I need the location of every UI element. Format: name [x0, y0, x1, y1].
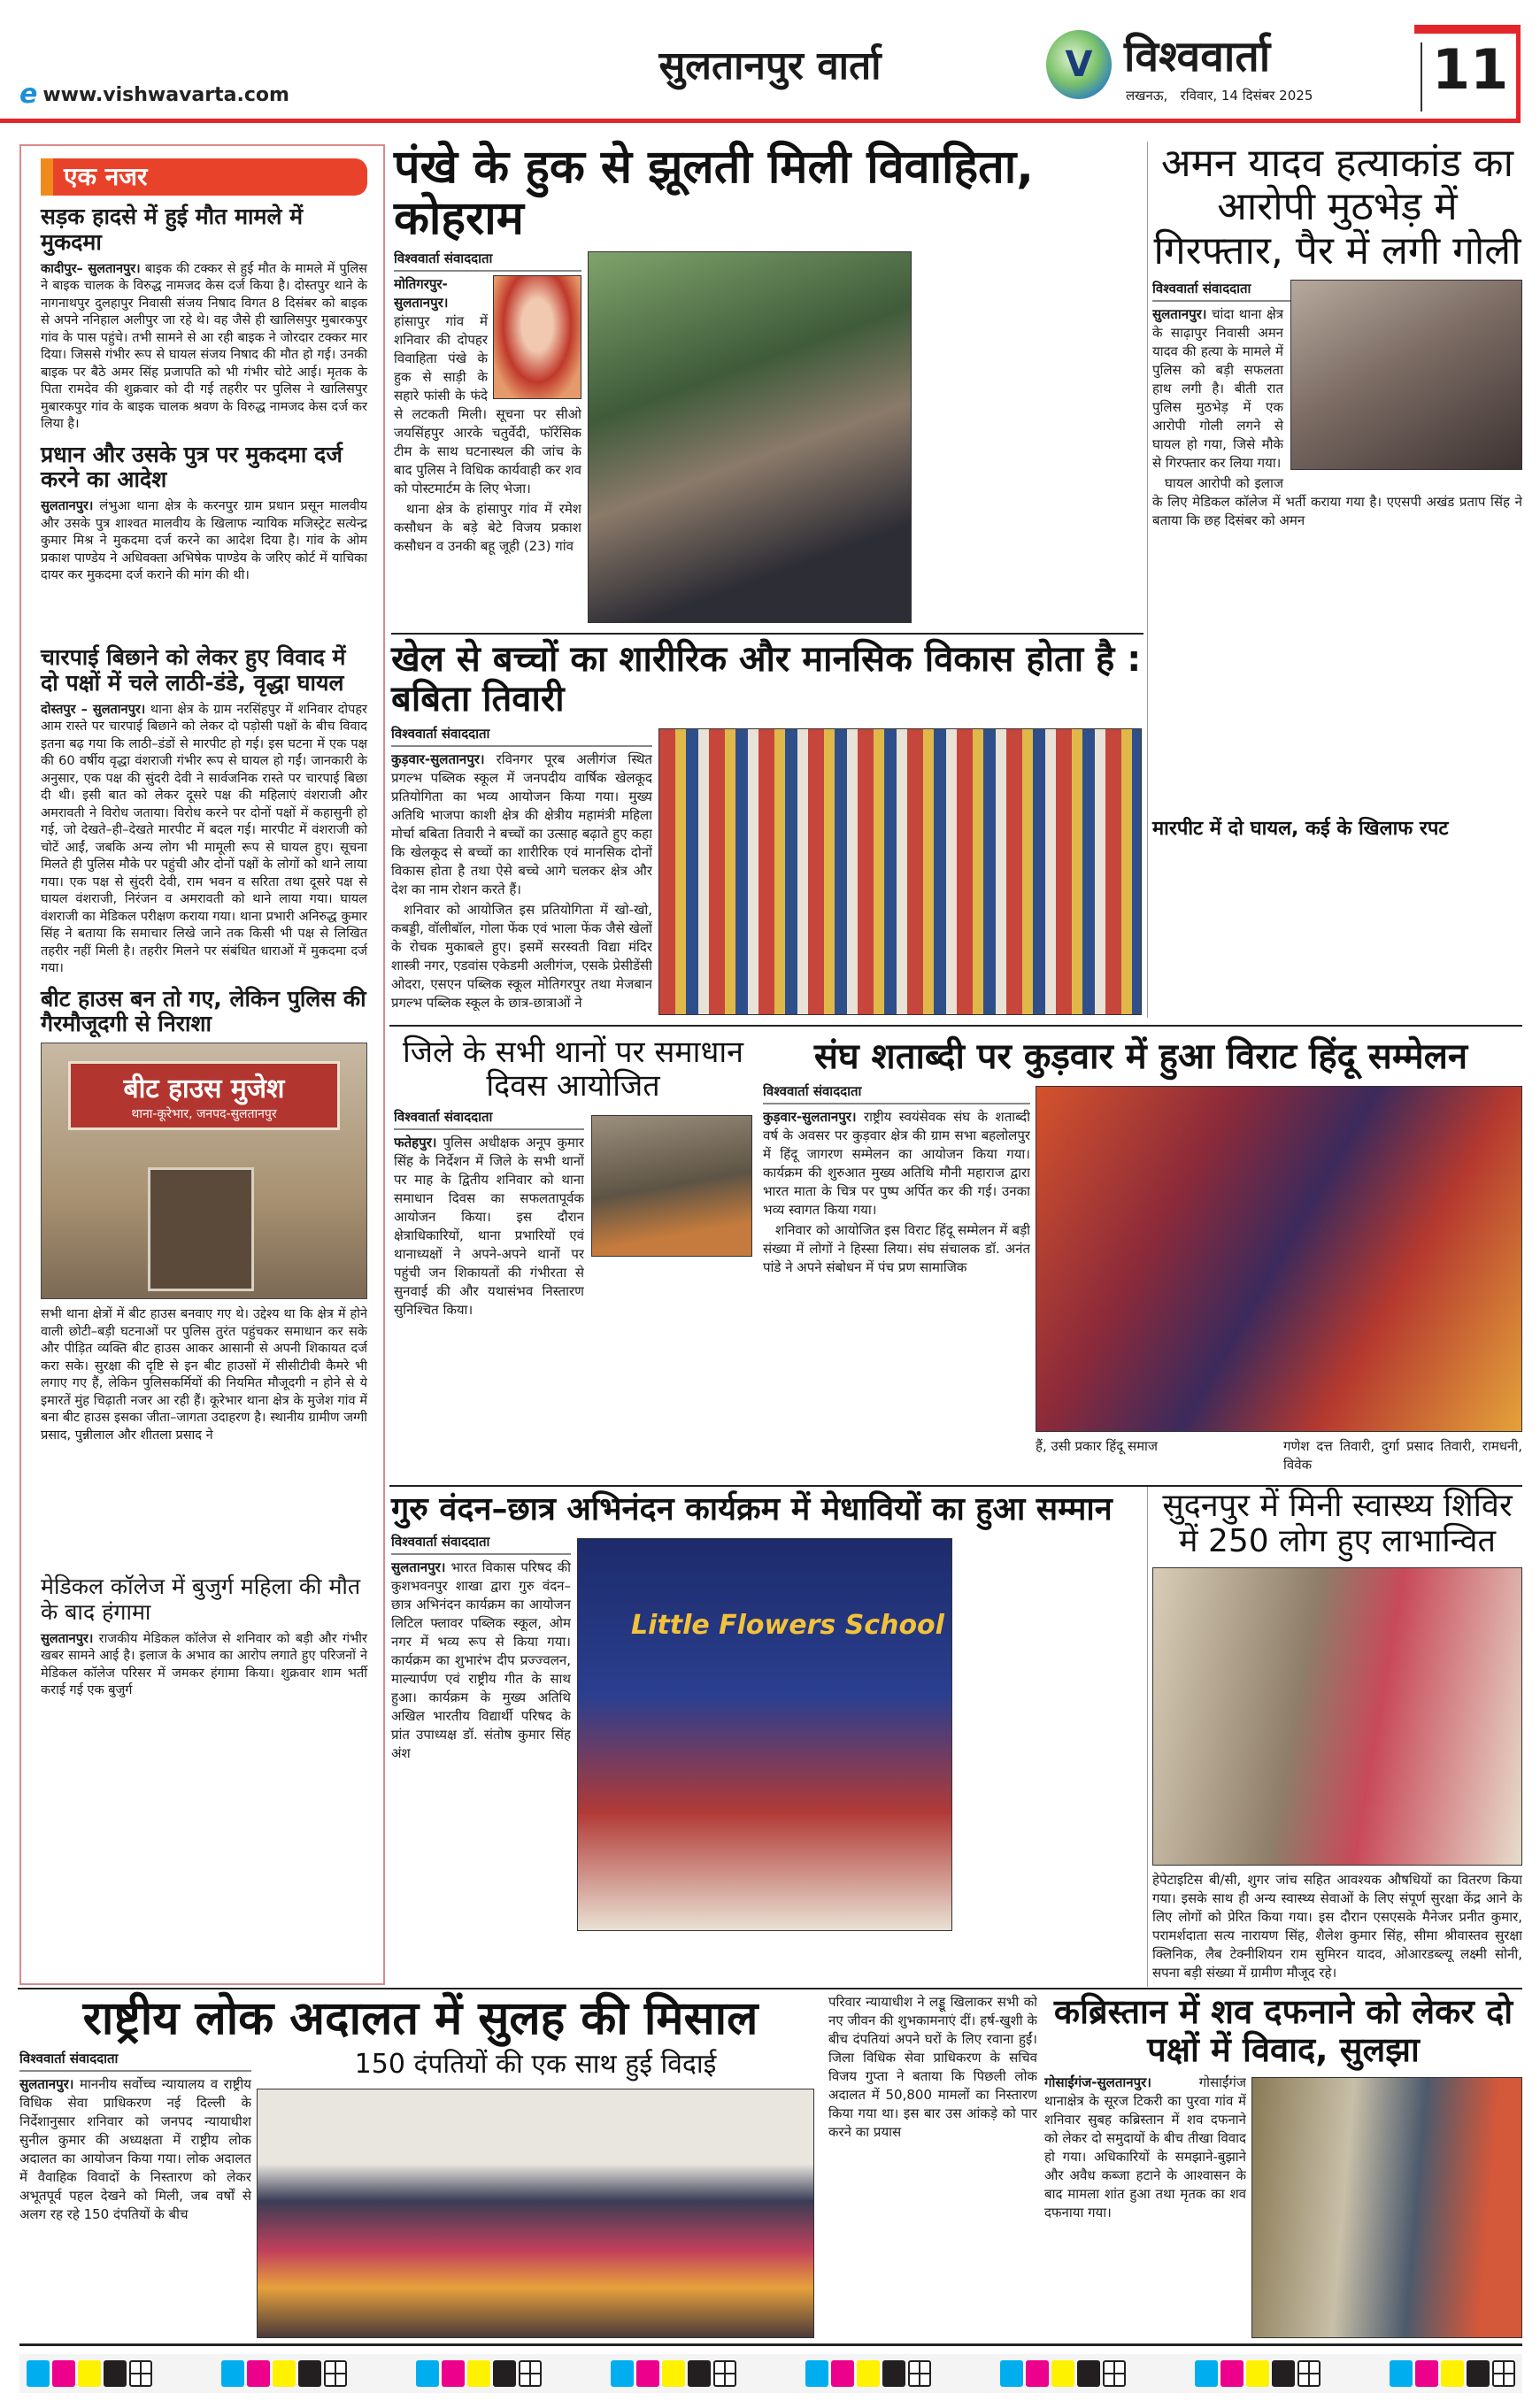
- color-swatch-group: [1195, 2354, 1321, 2393]
- samadhan-story: [394, 1035, 752, 1478]
- brief-headline: सड़क हादसे में हुई मौत मामले में मुकदमा: [41, 204, 304, 255]
- aman-story: [1152, 142, 1522, 812]
- sudanpur-photo-health-camp: [1152, 1567, 1522, 1866]
- beat-house-photo: बीट हाउस मुजेश थाना-कूरेभार, जनपद-सुलतानपुर: [41, 1043, 367, 1299]
- column-rule: [1147, 1487, 1148, 1987]
- color-swatch: [1390, 2360, 1413, 2387]
- color-swatch-group: [416, 2354, 542, 2393]
- color-swatch: [1077, 2360, 1100, 2387]
- guru-vandan-photo: Little Flowers School: [577, 1538, 952, 1931]
- marpeet-subheadline: मारपीट में दो घायल, कई के खिलाफ रपट: [1152, 818, 1449, 840]
- khel-story-text: विश्ववार्ता संवाददाता कुड़वार-सुलतानपुर। रविनगर पूरब अलीगंज स्थित प्रगल्भ पब्लिक स्कूल में जनपदीय वार्षिक खेलकूद प्रतियोगिता का भव्य आयोजन किया गया। मुख्य अतिथि भाजपा काशी क्षेत्र की क्षेत्रीय महामंत्री महिला मोर्चा बबिता तिवारी ने बच्चों का उत्साह बढ़ाते हुए कहा कि खेलकूद से बच्चों का शारीरिक एवं मानसिक दोनों विकास होता है तथा ऐसे बच्चे आगे चलकर क्षेत्र और देश का नाम रोशन करते हैं। शनिवार को आयोजित इस प्रतियोगिता में खो-खो, कबड्डी, वॉलीबॉल, गोला फेंक एवं भाला फेंक जैसे खेलों के रोचक मुकाबले हुए। इसमें सरस्वती विद्या मंदिर शास्त्री नगर, एडवांस एकेडमी अलीगंज, एसके प्रेसीडेंसी ओदरा, एसएन पब्लिक स्कूल मोतिगरपुर तथा मेजबान प्रगल्भ पब्लिक स्कूल के छात्र-छात्राओं ने: [391, 725, 652, 1011]
- brief-headline: मेडिकल कॉलेज में बुजुर्ग महिला की मौत के बाद हंगामा: [41, 1574, 361, 1625]
- color-swatch: [1195, 2360, 1218, 2387]
- registration-mark-icon: [908, 2360, 931, 2387]
- header-rule: [0, 119, 1521, 123]
- color-swatch: [1272, 2360, 1295, 2387]
- color-swatch: [857, 2360, 880, 2387]
- color-swatch: [1246, 2360, 1269, 2387]
- byline: विश्ववार्ता संवाददाता: [391, 725, 652, 747]
- brief-text: सुलतानपुर। राजकीय मेडिकल कॉलेज से शनिवार को बड़ी और गंभीर खबर सामने आई है। इलाज के अभाव का आरोप लगाते हुए परिजनों ने मेडिकल कॉलेज परिसर में जमकर हंगामा किया। शुक्रवार शाम भर्ती कराई गई एक बुजुर्ग: [41, 1631, 367, 1697]
- color-swatch: [52, 2360, 75, 2387]
- sangh-story-text: विश्ववार्ता संवाददाता कुड़वार-सुलतानपुर। राष्ट्रीय स्वयंसेवक संघ के शताब्दी वर्ष के अवसर पर कुड़वार क्षेत्र की ग्राम सभा बहलोलपुर में हिंदू जागरण सम्मेलन का आयोजन किया गया। कार्यक्रम की शुरुआत मुख्य अतिथि मौनी महाराज द्वारा भारत माता के चित्र पर पुष्प अर्पित कर की गई। उनका भव्य स्वागत किया गया। शनिवार को आयोजित इस विराट हिंदू सम्मेलन में बड़ी संख्या में लोगों ने हिस्सा लिया। संघ संचालक डॉ. अनंत पांडे ने अपने संबोधन में पंच प्रण सामाजिक: [763, 1082, 1030, 1275]
- color-swatch-group: [1000, 2354, 1126, 2393]
- color-swatch: [104, 2360, 127, 2387]
- byline: विश्ववार्ता संवाददाता: [1152, 280, 1522, 302]
- khel-headline: खेल से बच्चों का शारीरिक और मानसिक विकास होता है : बबिता तिवारी: [391, 633, 1143, 720]
- registration-mark-icon: [1492, 2360, 1515, 2387]
- section-title: सुलतानपुर वार्ता: [658, 43, 882, 88]
- color-swatch-group: [221, 2354, 347, 2393]
- brief-headline: बीट हाउस बन तो गए, लेकिन पुलिस की गैरमौजूदगी से निराशा: [41, 985, 366, 1037]
- lok-adalat-story-text: विश्ववार्ता संवाददाता सुलतानपुर। माननीय सर्वोच्च न्यायालय व राष्ट्रीय विधिक सेवा प्राधिकरण नई दिल्ली के निर्देशानुसार शनिवार को जनपद न्यायाधीश सुनील कुमार की अध्यक्षता में राष्ट्रीय लोक अदालत का आयोजन किया गया। लोक अदालत में वैवाहिक विवादों के निस्तारण को लेकर अभूतपूर्व पहल देखने को मिली, जब वर्षों से अलग रह रहे 150 दंपतियों के बीच: [19, 2051, 251, 2223]
- samadhan-headline: जिले के सभी थानों पर समाधान दिवस आयोजित: [402, 1035, 744, 1104]
- color-swatch: [27, 2360, 50, 2387]
- guru-vandan-story-text: विश्ववार्ता संवाददाता सुलतानपुर। भारत विकास परिषद की कुशभवनपुर शाखा द्वारा गुरु वंदन–छात्र अभिनंदन कार्यक्रम का आयोजन लिटिल फ्लावर पब्लिक स्कूल, ओम नगर में भव्य रूप से किया गया। कार्यक्रम का शुभारंभ दीप प्रज्ज्वलन, माल्यार्पण एवं राष्ट्रीय गीत के साथ हुआ। कार्यक्रम के मुख्य अतिथि अखिल भारतीय विद्यार्थी परिषद के प्रांत उपाध्यक्ष डॉ. संतोष कुमार सिंह अंश: [391, 1534, 571, 1762]
- color-swatch: [467, 2360, 490, 2387]
- lok-adalat-photo-couples: [257, 2089, 814, 2338]
- issue-date: लखनऊ, रविवार, 14 दिसंबर 2025: [1126, 88, 1313, 104]
- color-swatch: [493, 2360, 516, 2387]
- samadhan-photo: [591, 1115, 752, 1257]
- brief-headline: प्रधान और उसके पुत्र पर मुकदमा दर्ज करने का आदेश: [41, 441, 343, 493]
- guru-vandan-headline: गुरु वंदन–छात्र अभिनंदन कार्यक्रम में मेधावियों का हुआ सम्मान: [391, 1491, 1113, 1528]
- color-swatch: [662, 2360, 685, 2387]
- color-swatch: [442, 2360, 465, 2387]
- lok-adalat-headline: राष्ट्रीय लोक अदालत में सुलह की मिसाल: [82, 1992, 758, 2045]
- color-swatch: [688, 2360, 711, 2387]
- registration-mark-icon: [713, 2360, 736, 2387]
- sudanpur-story-text: हेपेटाइटिस बी/सी, शुगर जांच सहित आवश्यक औषधियों का वितरण किया गया। इसके साथ ही अन्य स्वास्थ्य सेवाओं के लिए संपूर्ण सुरक्षा केंद्र आने के लिए लोगों को प्रेरित किया गया। इस दौरान एसएसके मैनेजर प्रनीत कुमार, परामर्शदाता सत्य नारायण सिंह, शैलेश कुमार सिंह, सीमा श्रीवास्तव सुरक्षा क्लिनिक, लैब टेक्नीशियन राम सुमिरन यादव, ओआरडब्ल्यू लक्ष्मी सोनी, सपना बड़ी संख्या में ग्रामीण मौजूद रहे।: [1152, 1872, 1522, 1981]
- color-swatch-group: [1390, 2354, 1515, 2393]
- sangh-headline: संघ शताब्दी पर कुड़वार में हुआ विराट हिंदू सम्मेलन: [813, 1036, 1468, 1077]
- aman-headline: अमन यादव हत्याकांड का आरोपी मुठभेड़ में गिरफ्तार, पैर में लगी गोली: [1153, 141, 1521, 273]
- color-swatch: [1220, 2360, 1244, 2387]
- lead-story-text: विश्ववार्ता संवाददाता मोतिगरपुर-सुलतानपुर। हांसापुर गांव में शनिवार की दोपहर विवाहिता पंखे के हुक से साड़ी के सहारे फांसी के फंदे से लटकती मिली। सूचना पर सीओ जयसिंहपुर आरके चतुर्वेदी, फॉरेंसिक टीम के साथ घटनास्थल की जांच के बाद पुलिस ने विधिक कार्यवाही कर शव को पोस्टमार्टम के लिए भेजा। थाना क्षेत्र के हांसापुर गांव में रमेश कसौधन के बड़े बेटे विजय प्रकाश कसौधन व उनकी बहू जूही (23) गांव: [394, 250, 581, 555]
- brief-text: सुलतानपुर। लंभुआ थाना क्षेत्र के करनपुर ग्राम प्रधान प्रसून मालवीय और उसके पुत्र शाश्वत मालवीय के खिलाफ न्यायिक मजिस्ट्रेट सत्येन्द्र कुमार मिश्र ने मुकदमा दर्ज करने का आदेश दिया है। गांव के ओम प्रकाश पाण्डेय ने अधिवक्ता अभिषेक पाण्डेय के जरिए कोर्ट में याचिका दायर कर मुकदमा दर्ज कराने की मांग की थी।: [41, 499, 367, 582]
- sangh-text-below-photo: हैं, उसी प्रकार हिंदू समाज गणेश दत्त तिवारी, दुर्गा प्रसाद तिवारी, रामधनी, विवेक: [1036, 1438, 1522, 1473]
- color-swatch: [273, 2360, 296, 2387]
- color-swatch: [221, 2360, 244, 2387]
- registration-mark-icon: [324, 2360, 347, 2387]
- guru-vandan-story: [391, 1492, 1143, 1984]
- sudanpur-story: [1152, 1489, 1522, 1984]
- color-swatch: [78, 2360, 101, 2387]
- kabristan-story-text: गोसाईंगंज-सुलतानपुर। गोसाईंगंज थानाक्षेत्र के सूरज टिकरी का पुरवा गांव में शनिवार सुबह कब्रिस्तान में शव दफनाने को लेकर दो समुदायों के बीच तीखा विवाद हो गया। अधिकारियों के समझाने-बुझाने और अवैध कब्जा हटाने के आश्वासन के बाद मामला शांत हुआ तथा मृतक का शव दफनाया गया।: [1044, 2074, 1246, 2221]
- lead-headline: पंखे के हुक से झूलती मिली विवाहिता, कोहराम: [394, 141, 1034, 246]
- aman-story-text: विश्ववार्ता संवाददाता सुलतानपुर। चांदा थाना क्षेत्र के साढ़ापुर निवासी अमन यादव की हत्या के मामले में पुलिस को बड़ी सफलता हाथ लगी है। बीती रात पुलिस मुठभेड़ में एक आरोपी गोली लगने से घायल हो गया, जिसे मौके से गिरफ्तार कर लिया गया। घायल आरोपी को इलाज के लिए मेडिकल कॉलेज में भर्ती कराया गया है। एएसपी अखंड प्रताप सिंह ने बताया कि छह दिसंबर को अमन: [1152, 280, 1522, 528]
- color-swatch: [1467, 2360, 1490, 2387]
- color-swatch-group: [805, 2354, 931, 2393]
- color-swatch: [298, 2360, 321, 2387]
- byline: विश्ववार्ता संवाददाता: [394, 250, 581, 272]
- byline: विश्ववार्ता संवाददाता: [394, 1108, 584, 1130]
- color-swatch-group: [27, 2354, 152, 2393]
- website-link[interactable]: e www.vishwavarta.com: [19, 79, 289, 110]
- kabristan-headline: कब्रिस्तान में शव दफनाने को लेकर दो पक्षों में विवाद, सुलझा: [1053, 1992, 1513, 2069]
- brief-text: सभी थाना क्षेत्रों में बीट हाउस बनवाए गए थे। उद्देश्य था कि क्षेत्र में होने वाली छोटी–बड़ी घटनाओं पर पुलिस तुरंत पहुंचकर समाधान कर सके और पीड़ित व्यक्ति बीट हाउस आकर आसानी से अपनी शिकायत दर्ज करा सके। सुरक्षा की दृष्टि से इन बीट हाउसों में सीसीटीवी कैमरे भी लगाए गए हैं, लेकिन पुलिसकर्मियों की नियमित मौजूदगी न होने से ये इमारतें मुंह चिढ़ाती नजर आ रही हैं। कूरेभार थाना क्षेत्र के मुजेश गांव में बना बीट हाउस इसका जीता–जागता उदाहरण है। स्थानीय ग्रामीण जग्गी प्रसाद, पुन्नीलाल और शीतला प्रसाद ने: [41, 1307, 367, 1443]
- sangh-story: [759, 1037, 1522, 1478]
- brief-text: कादीपुर– सुलतानपुर। बाइक की टक्कर से हुई मौत के मामले में पुलिस ने बाइक चालक के विरुद्ध नामजद केस दर्ज किया है। दोस्तपुर थाने के नागनाथपुर दुलहापुर निवासी संजय निषाद विगत 8 दिसंबर को बाइक से अपने ननिहाल अलीपुर जा रहे थे। वह जैसे ही खालिसपुर मुबारकपुर गांव के पास पहुंचे। तभी सामने से आ रही बाइक ने जोरदार टक्कर मार दिया। जिससे गंभीर रूप से घायल संजय निषाद की मौत हो गई। उनकी बाइक पर बैठे अमर सिंह प्रजापति को भी गंभीर चोटे आई। मृतक के पिता रामदेव की शुक्रवार को दी गई तहरीर पर पुलिस ने खालिसपुर मुबारकपुर गांव के बाइक चालक श्रवण के विरुद्ध नामजद केस दर्ज कर लिया है।: [41, 261, 367, 431]
- color-swatch: [611, 2360, 634, 2387]
- registration-mark-icon: [1297, 2360, 1321, 2387]
- byline: विश्ववार्ता संवाददाता: [391, 1533, 571, 1555]
- kabristan-story: [1044, 1993, 1522, 2338]
- color-swatch: [805, 2360, 828, 2387]
- section-rule: [389, 1025, 1522, 1027]
- section-rule: [18, 1988, 1522, 1989]
- lok-adalat-subheadline: 150 दंपतियों की एक साथ हुई विदाई: [354, 2049, 717, 2081]
- lok-adalat-continued-text: परिवार न्यायाधीश ने लड्डू खिलाकर सभी को नए जीवन की शुभकामनाएं दीं। हर्ष-खुशी के बीच दंपतियां अपने घरों के लिए रवाना हुईं। जिला विधिक सेवा प्राधिकरण के सचिव विजय गुप्ता ने बताया कि पिछली लोक अदालत में 50,800 मामलों का निस्तारण किया गया था। इस बार उस आंकड़े को पार करने का प्रयास: [828, 1994, 1037, 2140]
- page-number: 11: [1432, 37, 1509, 102]
- color-swatch: [1441, 2360, 1464, 2387]
- samadhan-story-text: विश्ववार्ता संवाददाता फतेहपुर। पुलिस अधीक्षक अनूप कुमार सिंह के निर्देशन में जिले के सभी थानों पर माह के द्वितीय शनिवार को थाना समाधान दिवस का सफलतापूर्वक आयोजन किया। इस दौरान क्षेत्राधिकारियों, थाना प्रभारियों एवं थानाध्यक्षों ने अपने-अपने थानों पर पहुंची जन शिकायतों की गंभीरता से सुनवाई की और यथासंभव निस्तारण सुनिश्चित किया।: [394, 1109, 584, 1319]
- byline: विश्ववार्ता संवाददाता: [19, 2050, 251, 2072]
- lead-photo-police-crowd: [588, 251, 912, 623]
- color-swatch: [831, 2360, 854, 2387]
- section-rule: [389, 1485, 1522, 1487]
- ek-nazar-box: [19, 144, 385, 1985]
- registration-mark-icon: [129, 2360, 152, 2387]
- footer-rule: [19, 2343, 1522, 2346]
- victim-portrait: [493, 275, 581, 399]
- lok-adalat-story: [18, 1993, 823, 2338]
- column-rule: [1147, 142, 1148, 1018]
- ek-nazar-banner: एक नजर: [41, 158, 367, 196]
- brand-name: विश्ववार्ता: [1124, 32, 1271, 81]
- cmyk-registration-strip: [19, 2354, 1522, 2393]
- brief-headline: चारपाई बिछाने को लेकर हुए विवाद में दो पक्षों में चले लाठी-डंडे, वृद्धा घायल: [41, 644, 346, 696]
- lead-story: [394, 142, 1146, 627]
- byline: विश्ववार्ता संवाददाता: [763, 1082, 1030, 1104]
- registration-mark-icon: [519, 2360, 542, 2387]
- kabristan-photo-officials: [1251, 2077, 1522, 2338]
- brand-logo-icon: V: [1046, 30, 1112, 99]
- browser-e-icon: e: [19, 79, 38, 110]
- registration-mark-icon: [1103, 2360, 1126, 2387]
- brief-text: दोस्तपुर – सुलतानपुर। थाना क्षेत्र के ग्राम नरसिंहपुर में शनिवार दोपहर आम रास्ते पर चारपाई बिछाने को लेकर दो पड़ोसी पक्षों के बीच विवाद इतना बढ़ गया कि लाठी–डंडों से मारपीट हो गई। इस घटना में एक पक्ष की 60 वर्षीय वृद्धा वंशराजी गंभीर रूप से घायल हो गईं। जानकारी के अनुसार, एक पक्ष की सुंदरी देवी ने सार्वजनिक रास्ते पर चारपाई बिछा दी थी। इसी बात को लेकर दूसरे पक्ष की महिलाएं वंशराजी और अमरावती ने विरोध जताया। विरोध करने पर दोनों पक्षों में कहासुनी हो गई, जो देखते–ही–देखते मारपीट में बदल गई। मारपीट में वंशराजी को चोटें आईं, जबकि अन्य लोग भी मामूली रूप से घायल हुए। सूचना मिलते ही पुलिस मौके पर पहुंची और दोनों पक्षों के लोगों को थाने लाया गया। एक पक्ष से सुंदरी देवी, राम भवन व सरिता तथा दूसरे पक्ष से घायल वंशराजी, निरंजन व अमरावती को थाने लाया गया। घायल वंशराजी का मेडिकल परीक्षण कराया गया। थाना प्रभारी अनिरुद्ध कुमार सिंह ने बताया कि समाचार लिखे जाने तक किसी भी पक्ष से लिखित तहरीर नहीं मिली है। तहरीर मिलने पर संबंधित धाराओं में मुकदमा दर्ज गया।: [41, 702, 367, 975]
- color-swatch: [1000, 2360, 1023, 2387]
- khel-story: [391, 633, 1143, 1019]
- khel-photo-students: [658, 728, 1142, 1015]
- page-number-divider: [1421, 42, 1422, 112]
- color-swatch: [636, 2360, 659, 2387]
- color-swatch-group: [611, 2354, 736, 2393]
- color-swatch: [416, 2360, 439, 2387]
- color-swatch: [882, 2360, 905, 2387]
- color-swatch: [1415, 2360, 1438, 2387]
- sudanpur-headline: सुदनपुर में मिनी स्वास्थ्य शिविर में 250 लोग हुए लाभान्वित: [1162, 1488, 1513, 1560]
- color-swatch: [1026, 2360, 1049, 2387]
- color-swatch: [1051, 2360, 1074, 2387]
- color-swatch: [247, 2360, 270, 2387]
- sangh-photo-women-puja: [1036, 1086, 1522, 1432]
- aman-photo-injured-accused: [1290, 280, 1522, 470]
